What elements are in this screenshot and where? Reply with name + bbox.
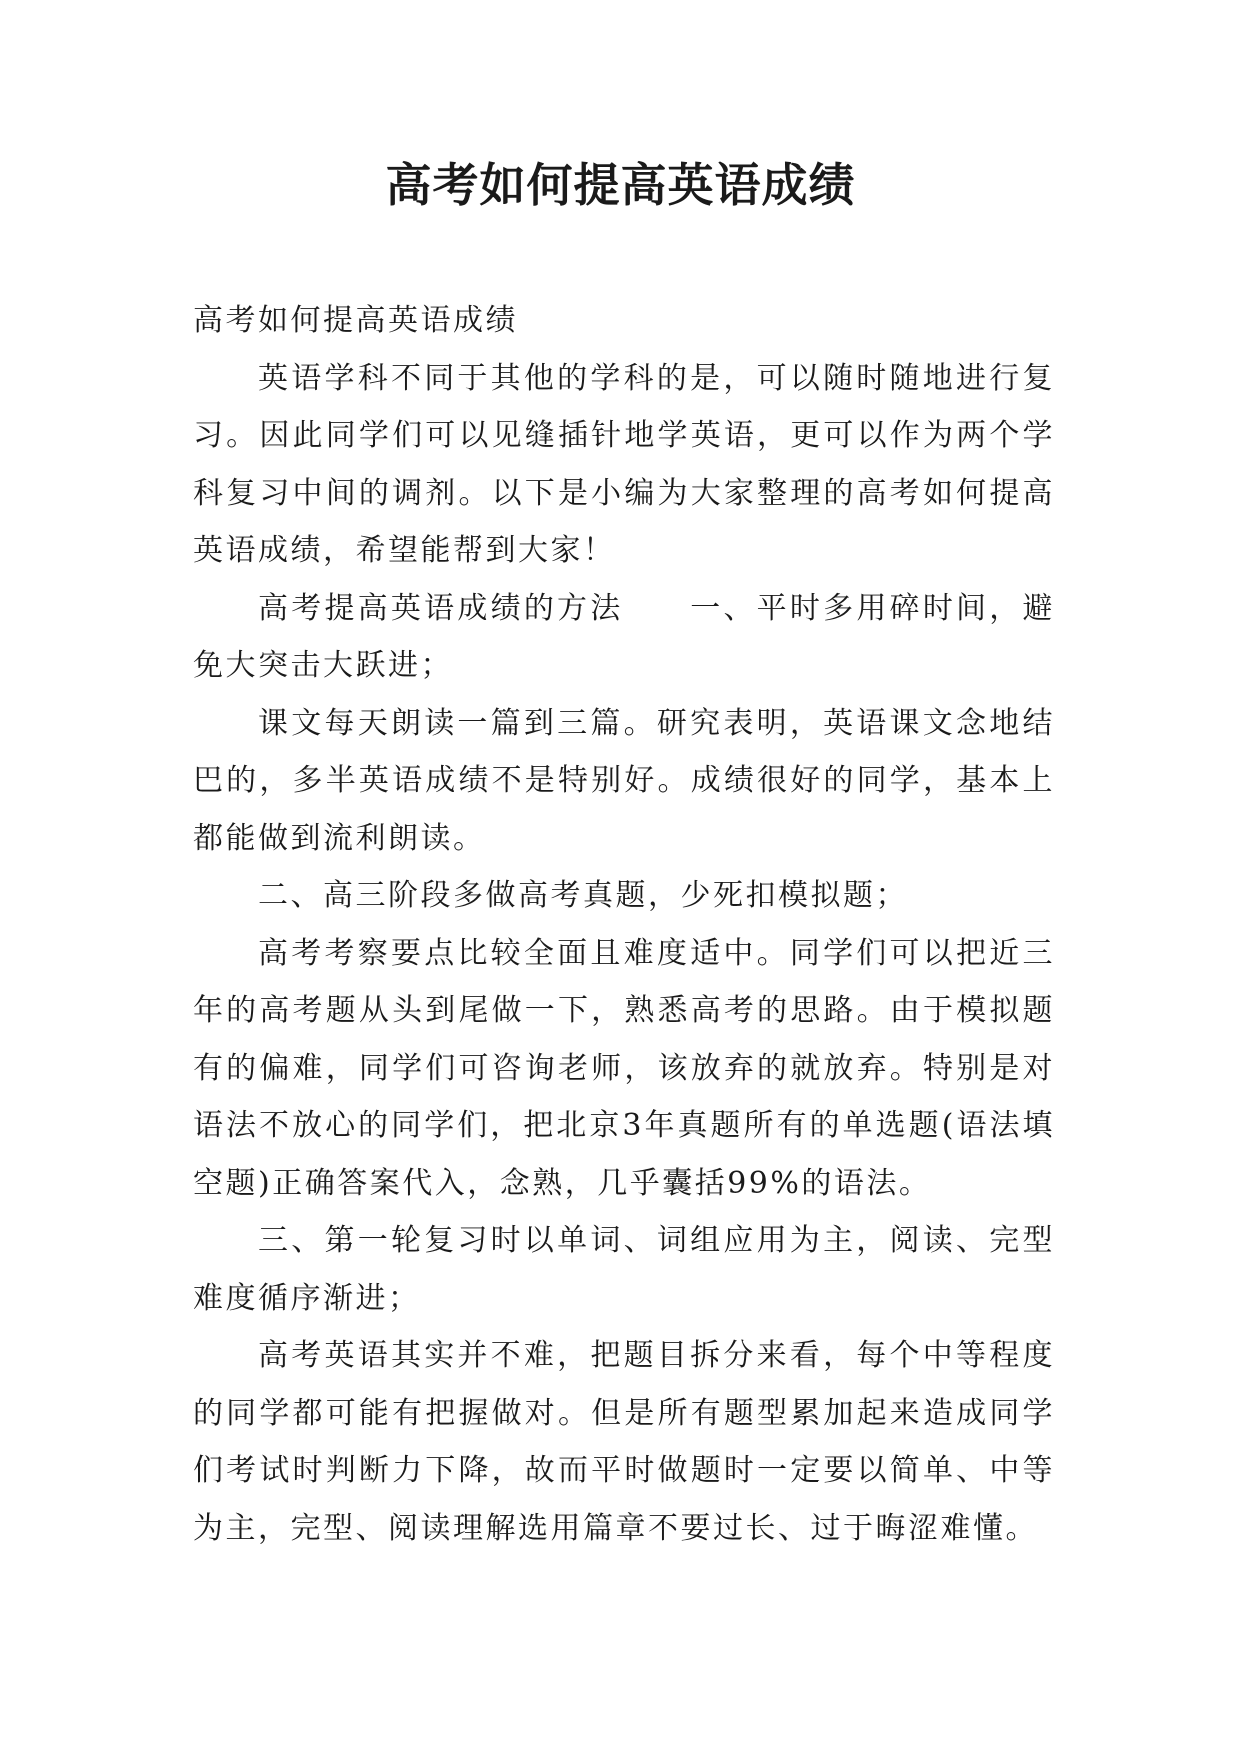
paragraph-heading: 高考如何提高英语成绩 — [193, 303, 518, 338]
paragraph-real-exams: 高考考察要点比较全面且难度适中。同学们可以把近三年的高考题从头到尾做一下，熟悉高考的思路。由于模拟题有的偏难，同学们可咨询老师，该放弃的就放弃。特别是对语法不放心的同学们，把北京3年真题所有的单选题(语法填空题)正确答案代入，念熟，几乎囊括99%的语法。 — [193, 935, 1055, 1201]
document-body — [193, 292, 1055, 1557]
paragraph-difficulty: 高考英语其实并不难，把题目拆分来看，每个中等程度的同学都可能有把握做对。但是所有题型累加起来造成同学们考试时判断力下降，故而平时做题时一定要以简单、中等为主，完型、阅读理解选用篇章不要过长、过于晦涩难懂。 — [193, 1338, 1055, 1546]
method-one-heading: 一、平时多用碎时间，避免大突击大跃进； — [193, 590, 1055, 683]
paragraph-reading-aloud: 课文每天朗读一篇到三篇。研究表明，英语课文念地结巴的，多半英语成绩不是特别好。成绩很好的同学，基本上都能做到流利朗读。 — [193, 705, 1055, 856]
paragraph-methods — [193, 580, 1055, 695]
paragraph-intro: 英语学科不同于其他的学科的是，可以随时随地进行复习。因此同学们可以见缝插针地学英语，更可以作为两个学科复习中间的调剂。以下是小编为大家整理的高考如何提高英语成绩，希望能帮到大家！ — [193, 360, 1055, 568]
methods-label: 高考提高英语成绩的方法 — [258, 590, 624, 626]
method-two-heading: 二、高三阶段多做高考真题，少死扣模拟题； — [258, 878, 908, 913]
document-title: 高考如何提高英语成绩 — [385, 158, 856, 212]
method-three-heading: 三、第一轮复习时以单词、词组应用为主，阅读、完型难度循序渐进； — [193, 1223, 1055, 1316]
